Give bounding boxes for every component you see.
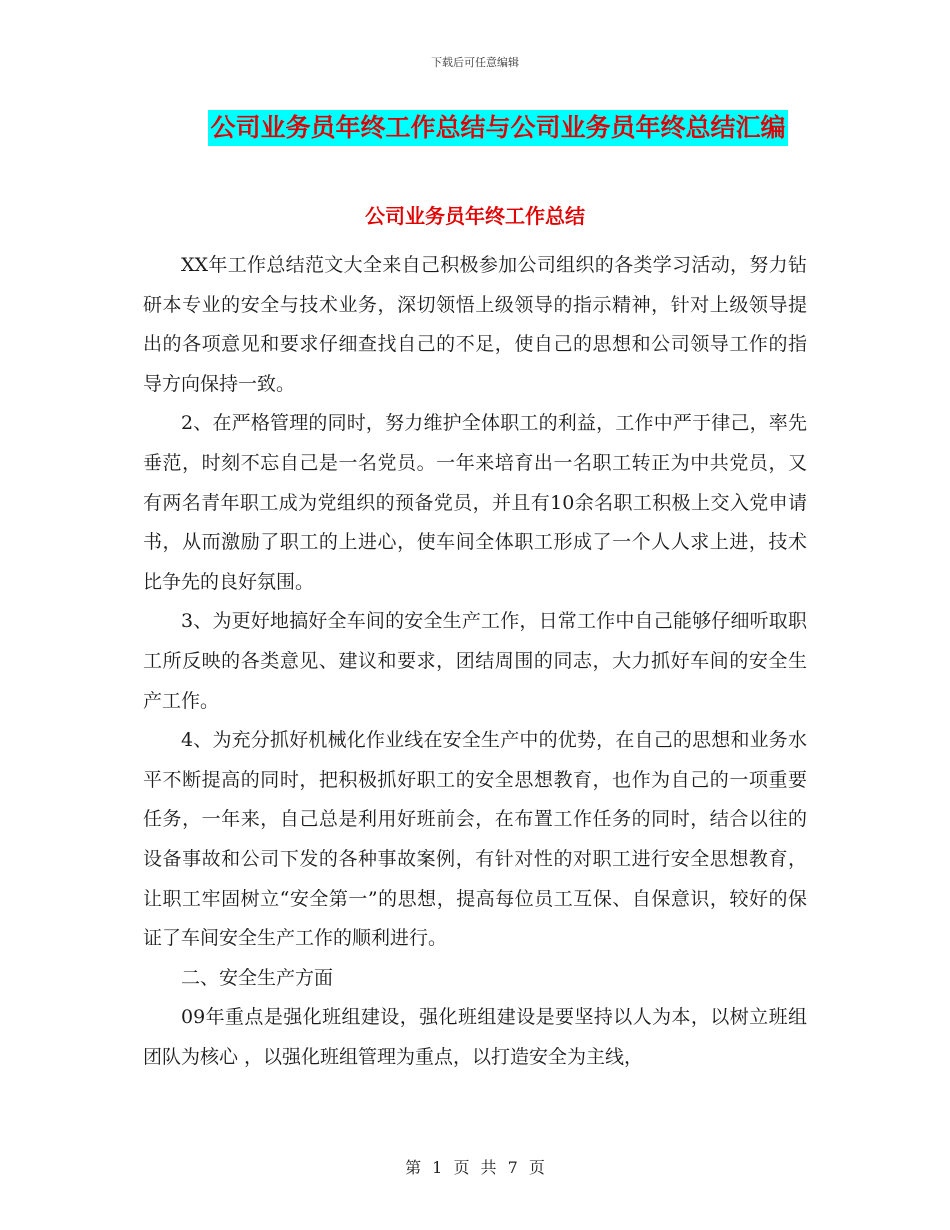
paragraph: XX年工作总结范文大全来自己积极参加公司组织的各类学习活动，努力钻研本专业的安全与技术业务，深切领悟上级领导的指示精神，针对上级领导提出的各项意见和要求仔细查找自己的不足，使自己的思想和公司领导工作的指导方向保持一致。 (143, 254, 807, 395)
document-sub-title: 公司业务员年终工作总结 (365, 204, 585, 228)
page-indicator: 第 1 页 共 7 页 (405, 1158, 545, 1177)
paragraph: 2、在严格管理的同时，努力维护全体职工的利益，工作中严于律己，率先垂范，时刻不忘自己是一名党员。一年来培育出一名职工转正为中共党员，又有两名青年职工成为党组织的预备党员，并且有10余名职工积极上交入党申请书，从而激励了职工的上进心，使车间全体职工形成了一个人人求上进，技术比争先的良好氛围。 (143, 412, 807, 593)
paragraph: 3、为更好地搞好全车间的安全生产工作，日常工作中自己能够仔细听取职工所反映的各类意见、建议和要求，团结周围的同志，大力抓好车间的安全生产工作。 (143, 610, 807, 712)
header-note: 下载后可任意编辑 (431, 56, 519, 69)
paragraph: 4、为充分抓好机械化作业线在安全生产中的优势，在自己的思想和业务水平不断提高的同时，把积极抓好职工的安全思想教育，也作为自己的一项重要任务，一年来，自己总是利用好班前会，在布置工作任务的同时，结合以往的设备事故和公司下发的各种事故案例，有针对性的对职工进行安全思想教育，让职工牢固树立“安全第一”的思想，提高每位员工互保、自保意识，较好的保证了车间安全生产工作的顺利进行。 (143, 729, 807, 950)
paragraph: 09年重点是强化班组建设，强化班组建设是要坚持以人为本，以树立班组团队为核心 ，以强化班组管理为重点，以打造安全为主线， (143, 1006, 807, 1068)
document-main-title: 公司业务员年终工作总结与公司业务员年终总结汇编 (208, 110, 787, 146)
document-body (143, 246, 807, 1077)
main-title-container (0, 110, 950, 146)
section-heading: 二、安全生产方面 (181, 966, 334, 989)
